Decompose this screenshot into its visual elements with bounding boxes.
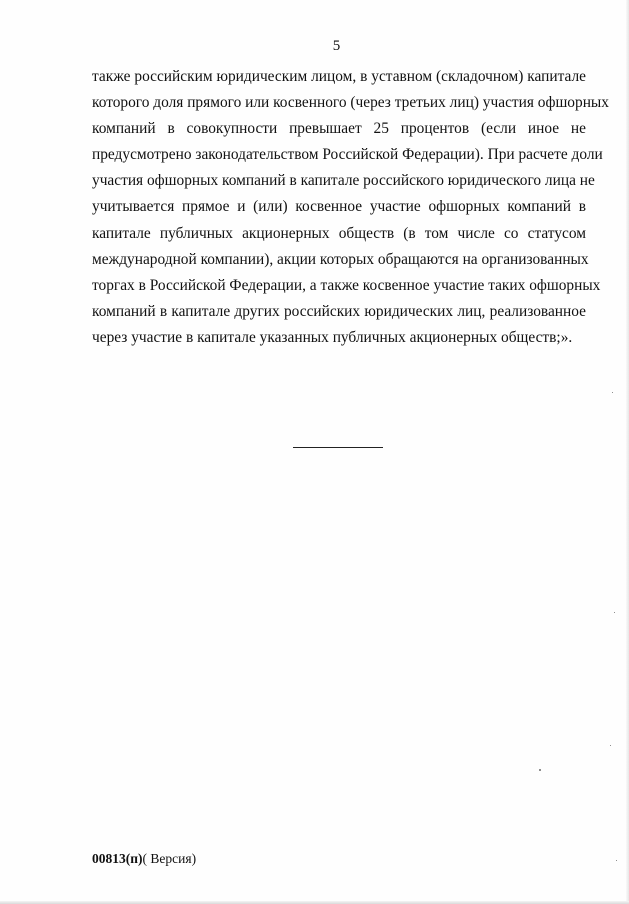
text-line: компаний в капитале других российских юридических лиц, реализованное (92, 302, 586, 320)
text-line: которого доля прямого или косвенного (через третьих лиц) участия офшорных (92, 94, 609, 112)
scan-speck (612, 392, 613, 393)
document-version: ( Версия) (142, 851, 197, 866)
text-line: компаний в совокупности превышает 25 процентов (если иное не (92, 120, 586, 138)
text-line: также российским юридическим лицом, в уставном (складочном) капитале (92, 68, 586, 85)
end-separator-line (293, 447, 383, 448)
scan-speck (614, 612, 615, 613)
text-line: учитывается прямое и (или) косвенное участие офшорных компаний в (92, 198, 586, 216)
body-text (92, 64, 609, 351)
page-number: 5 (332, 38, 341, 54)
text-line: торгах в Российской Федерации, а также косвенное участие таких офшорных (92, 276, 601, 294)
scan-speck (616, 860, 617, 861)
text-line: капитале публичных акционерных обществ (в том числе со статусом (92, 224, 586, 242)
text-line: предусмотрено законодательством Российской Федерации). При расчете доли (92, 146, 603, 164)
footer-code (92, 851, 196, 867)
text-line: участия офшорных компаний в капитале российского юридического лица не (92, 172, 595, 190)
scan-speck (539, 769, 541, 771)
scan-speck (610, 745, 611, 746)
document-code: 00813(п) (92, 851, 143, 866)
text-line: через участие в капитале указанных публичных акционерных обществ;». (92, 328, 573, 346)
text-line: международной компании), акции которых обращаются на организованных (92, 250, 589, 268)
